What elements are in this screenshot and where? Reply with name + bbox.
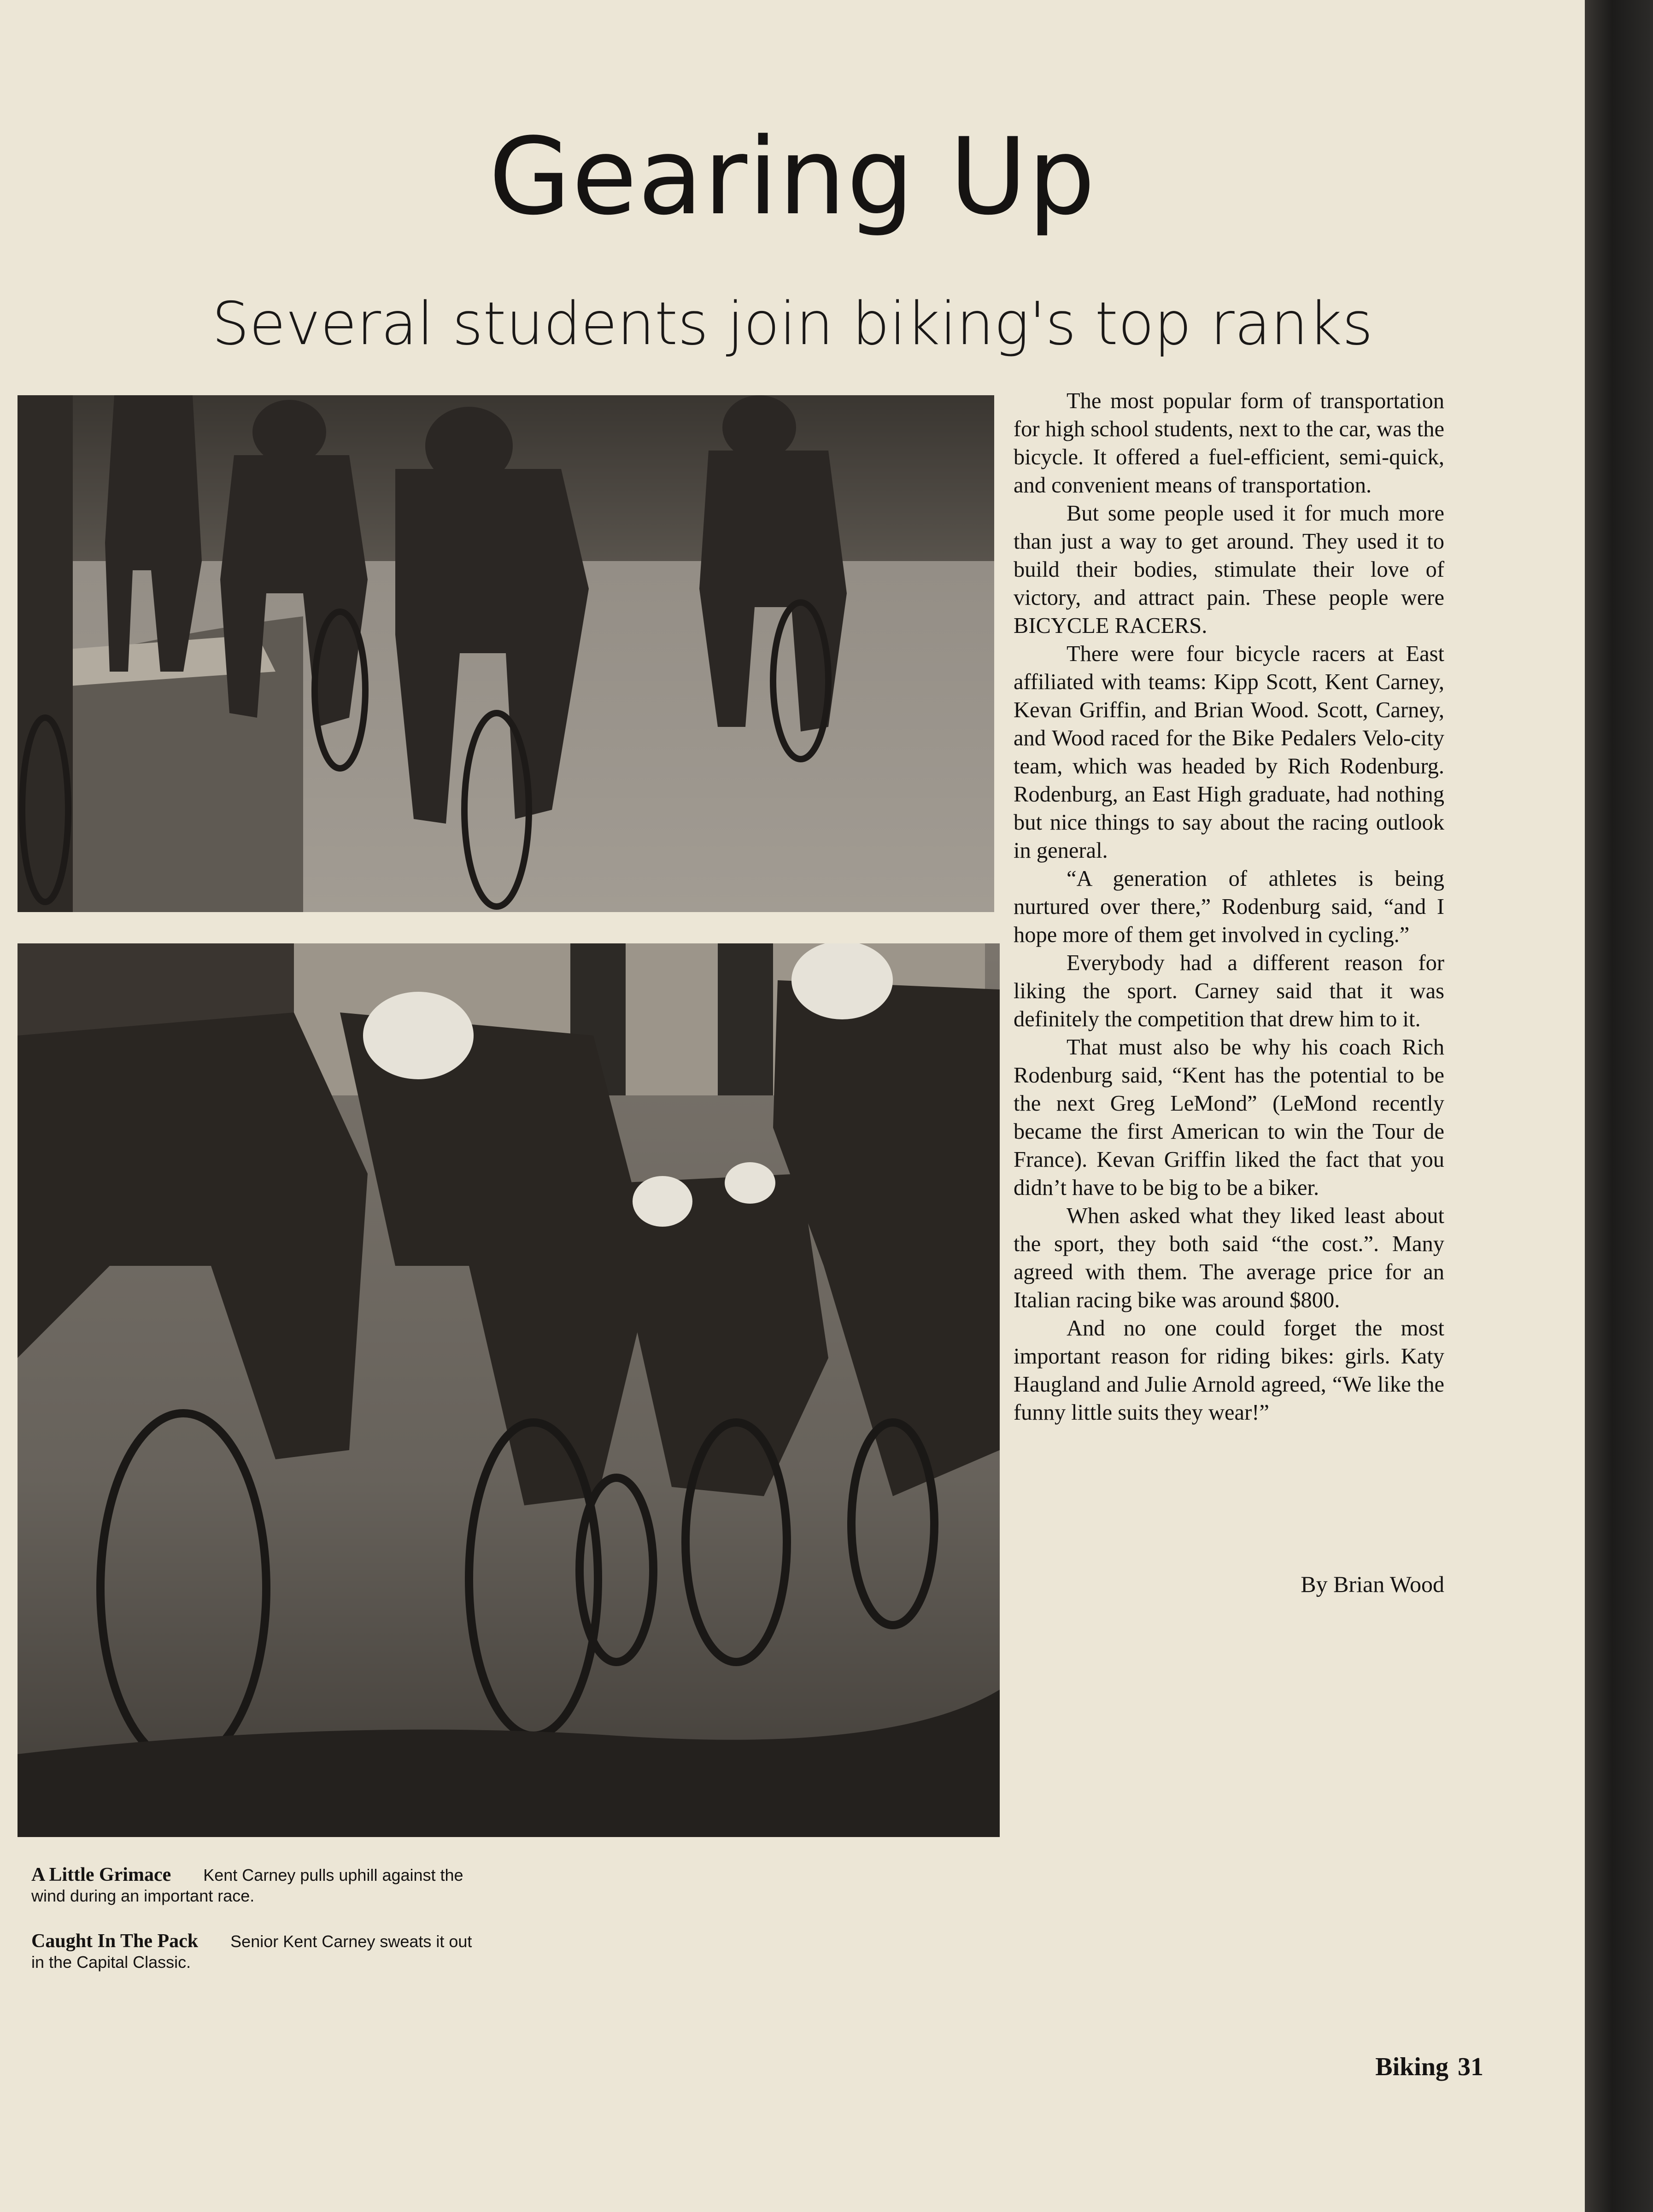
caption-label: Caught In The Pack (31, 1931, 199, 1952)
caption-label: A Little Grimace (31, 1864, 171, 1885)
footer-section: Biking (1375, 2053, 1448, 2081)
caption-text: Senior Kent Carney sweats it out in the Capital Classic. (31, 1932, 472, 1972)
article-byline: By Brian Wood (1301, 1571, 1444, 1597)
photo-caption (31, 1865, 483, 1906)
photo-caption (31, 1931, 483, 1972)
article-paragraph: The most popular form of transportation for high school students, next to the car, was the bicycle. It offered a fuel-efficient, semi-quick, and convenient means of transportation. (1014, 389, 1444, 497)
article-body (1014, 387, 1444, 1427)
article-paragraph: But some people used it for much more than just a way to get around. They used it to build their bodies, stimulate their love of victory, and attract pain. These people were BICYCLE RACERS. (1014, 501, 1444, 638)
page-title: Gearing Up (488, 116, 1096, 239)
article-paragraph: When asked what they liked least about the sport, they both said “the cost.”. Many agreed with them. The average price for an Italian racing bike was around $800. (1014, 1204, 1444, 1312)
page-footer (1336, 2052, 1483, 2082)
page-subtitle: Several students join biking's top ranks (211, 290, 1373, 358)
article-paragraph: That must also be why his coach Rich Rodenburg said, “Kent has the potential to be the next Greg LeMond” (LeMond recently became the first American to win the Tour de France). Kevan Griffin liked the fact that you didn’t have to be big to be a biker. (1014, 1035, 1444, 1200)
caption-text: Kent Carney pulls uphill against the wind during an important race. (31, 1866, 463, 1905)
cyclists-pack-photo (18, 943, 1000, 1837)
cyclists-pack-image (18, 943, 1000, 1837)
article-paragraph: “A generation of athletes is being nurtured over there,” Rodenburg said, “and I hope more of them get involved in cycling.” (1014, 866, 1444, 947)
book-binding-edge (1585, 0, 1653, 2212)
article-paragraph: There were four bicycle racers at East affiliated with teams: Kipp Scott, Kent Carney, Kevan Griffin, and Brian Wood. Scott, Carney, and Wood raced for the Bike Pedalers Velo-city team, which was headed by Rich Rodenburg. Rodenburg, an East High graduate, had nothing but nice things to say about the racing outlook in general. (1014, 642, 1444, 863)
cyclists-riding-photo (18, 395, 994, 912)
article-paragraph: Everybody had a different reason for liking the sport. Carney said that it was definitely the competition that drew him to it. (1014, 951, 1444, 1031)
article-paragraph: And no one could forget the most important reason for riding bikes: girls. Katy Haugland and Julie Arnold agreed, “We like the funny little suits they wear!” (1014, 1316, 1444, 1425)
cyclists-riding-image (18, 395, 994, 912)
page-number: 31 (1458, 2053, 1483, 2081)
